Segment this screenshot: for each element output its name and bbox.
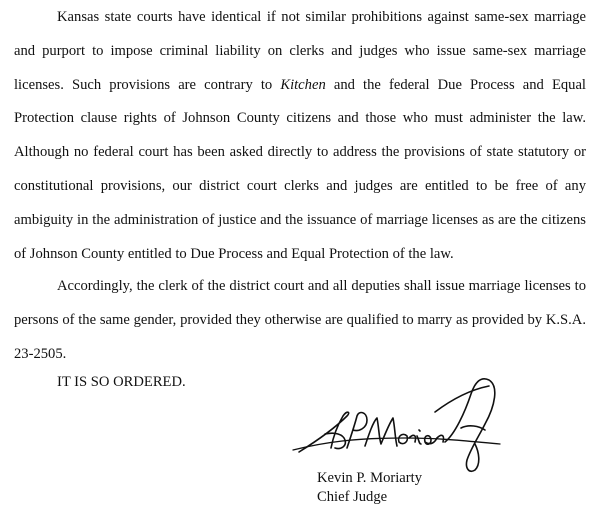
case-name-kitchen: Kitchen (280, 76, 326, 93)
paragraph-1-text-start: Kansas state courts have identical if not similar prohibitions against same-sex marriage and purport to impose criminal liability on clerks and judges who issue same-sex marriage licenses. Such provisions are contrary to (14, 9, 586, 93)
signer-name: Kevin P. Moriarty (317, 470, 422, 486)
signer-title: Chief Judge (317, 489, 388, 505)
so-ordered-line: IT IS SO ORDERED. (57, 374, 186, 390)
handwritten-signature (285, 372, 510, 482)
paragraph-prohibitions (14, 1, 586, 271)
paragraph-order: Accordingly, the clerk of the district court and all deputies shall issue marriage licenses to persons of the same gender, provided they otherwise are qualified to marry as provided by K.S.A. 23-2505. (14, 278, 586, 362)
signature-block (317, 469, 422, 507)
paragraph-1-text-end: and the federal Due Process and Equal Protection clause rights of Johnson County citizens and those who must administer the law. Although no federal court has been asked directly to address the provisions of state statutory or constitutional provisions, our district court clerks and judges are entitled to be free of any ambiguity in the administration of justice and the issuance of marriage licenses as are the citizens of Johnson County entitled to Due Process and Equal Protection of the law. (14, 76, 586, 262)
